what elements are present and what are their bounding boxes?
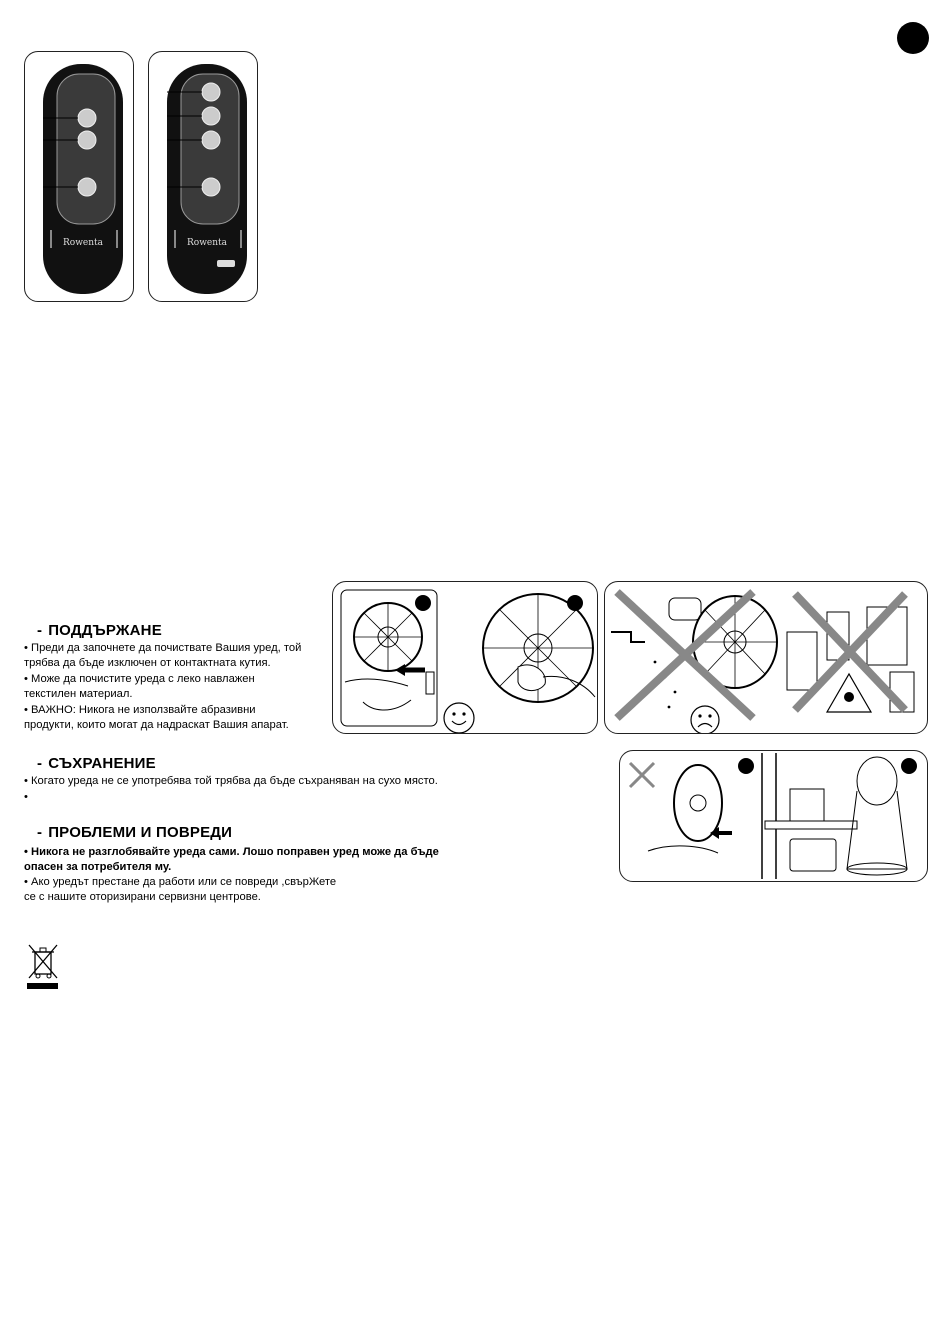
maintenance-line: • Може да почистите уреда с леко навлажен xyxy=(24,673,255,685)
problems-line: • Ако уредът престане да работи или се повреди ,свърЖете xyxy=(24,876,337,888)
page-marker-dot xyxy=(897,22,929,54)
problems-line: • Никога не разглобявайте уреда сами. Лошо поправен уред може да бъде xyxy=(24,846,439,858)
heading-title: ПРОБЛЕМИ И ПОВРЕДИ xyxy=(48,824,233,841)
storage-heading xyxy=(37,755,156,772)
maintenance-line: • Преди да започнете да почиствате Вашия уред, той xyxy=(24,642,302,654)
storage-illustration xyxy=(619,750,928,882)
problems-heading xyxy=(37,824,232,841)
maintenance-line: трябва да бъде изключен от контактната кутия. xyxy=(24,657,271,669)
maintenance-line: • ВАЖНО: Никога не използвайте абразивни xyxy=(24,704,256,716)
remote-control-illustration xyxy=(25,52,133,301)
storage-line: • xyxy=(24,791,28,803)
heading-dash: - xyxy=(37,755,43,772)
heading-title: ПОДДЪРЖАНЕ xyxy=(48,622,162,639)
cleaning-forbidden-illustration xyxy=(604,581,928,734)
problems-line: се с нашите оторизирани сервизни центрове. xyxy=(24,891,261,903)
remote-panel-right xyxy=(148,51,258,302)
heading-dash: - xyxy=(37,622,43,639)
remote-control-illustration xyxy=(149,52,257,301)
remote-brand-logo: Rowenta xyxy=(63,238,104,248)
heading-title: СЪХРАНЕНИЕ xyxy=(48,755,156,772)
remote-panel-left xyxy=(24,51,134,302)
storage-line: • Когато уреда не се употребява той трябва да бъде съхраняван на сухо място. xyxy=(24,775,438,787)
heading-dash: - xyxy=(37,824,43,841)
weee-recycle-bin-icon xyxy=(26,942,60,990)
cleaning-ok-illustration xyxy=(332,581,598,734)
maintenance-line: текстилен материал. xyxy=(24,688,133,700)
remote-brand-logo: Rowenta xyxy=(187,238,228,248)
problems-line: опасен за потребителя му. xyxy=(24,861,172,873)
maintenance-heading xyxy=(37,622,162,639)
maintenance-line: продукти, които могат да надраскат Вашия апарат. xyxy=(24,719,289,731)
